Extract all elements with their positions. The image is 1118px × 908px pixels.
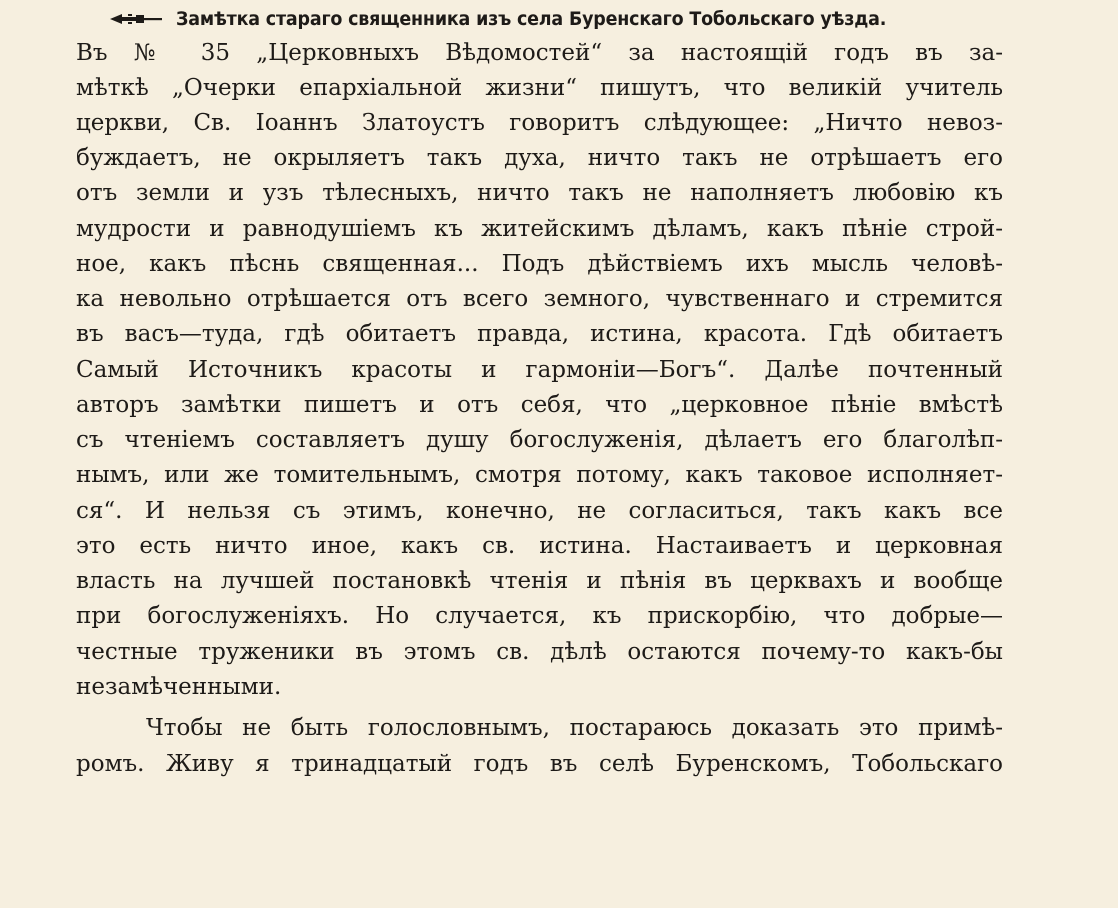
text-line-19: незамѣченными. xyxy=(76,674,282,700)
article-heading xyxy=(108,2,1108,36)
text-line-7: ное, какъ пѣснь священная... Подъ дѣйствіемъ ихъ мысль человѣ- xyxy=(76,251,1003,277)
text-line-6: мудрости и равнодушіемъ къ житейскимъ дѣламъ, какъ пѣніе строй- xyxy=(76,216,1003,242)
text-line-15: это есть ничто иное, какъ св. истина. Настаиваетъ и церковная xyxy=(76,533,1003,559)
text-line-17: при богослуженіяхъ. Но случается, къ прискорбію, что добрые— xyxy=(76,603,1003,629)
text-line-1: Въ № 35 „Церковныхъ Вѣдомостей“ за настоящій годъ въ за- xyxy=(76,40,1003,66)
text-line-5: отъ земли и узъ тѣлесныхъ, ничто такъ не наполняетъ любовію къ xyxy=(76,180,1003,206)
text-line-9: въ васъ—туда, гдѣ обитаетъ правда, истина, красота. Гдѣ обитаетъ xyxy=(76,321,1003,347)
text-line-14: ся“. И нельзя съ этимъ, конечно, не согласиться, такъ какъ все xyxy=(76,498,1003,524)
text-line-3: церкви, Св. Іоаннъ Златоустъ говоритъ слѣдующее: „Ничто невоз- xyxy=(76,110,1003,136)
article-title: Замѣтка стараго священника изъ села Буренскаго Тобольскаго уѣзда. xyxy=(176,8,887,30)
text-line-10: Самый Источникъ красоты и гармоніи—Богъ“. Далѣе почтенный xyxy=(76,357,1003,383)
pointing-hand-icon xyxy=(108,10,164,28)
text-line-16: власть на лучшей постановкѣ чтенія и пѣнія въ церквахъ и вообще xyxy=(76,568,1003,594)
text-line-11: авторъ замѣтки пишетъ и отъ себя, что „церковное пѣніе вмѣстѣ xyxy=(76,392,1003,418)
text-line-21: ромъ. Живу я тринадцатый годъ въ селѣ Буренскомъ, Тобольскаго xyxy=(76,751,1003,777)
text-line-2: мѣткѣ „Очерки епархіальной жизни“ пишутъ, что великій учитель xyxy=(76,75,1003,101)
text-line-4: буждаетъ, не окрыляетъ такъ духа, ничто такъ не отрѣшаетъ его xyxy=(76,145,1003,171)
text-line-18: честные труженики въ этомъ св. дѣлѣ остаются почему-то какъ-бы xyxy=(76,639,1003,665)
text-line-12: съ чтеніемъ составляетъ душу богослуженія, дѣлаетъ его благолѣп- xyxy=(76,427,1003,453)
text-line-13: нымъ, или же томительнымъ, смотря потому, какъ таковое исполняет- xyxy=(76,462,1003,488)
text-line-20: Чтобы не быть голословнымъ, постараюсь доказать это примѣ- xyxy=(146,715,1003,741)
text-line-8: ка невольно отрѣшается отъ всего земного, чувственнаго и стремится xyxy=(76,286,1003,312)
